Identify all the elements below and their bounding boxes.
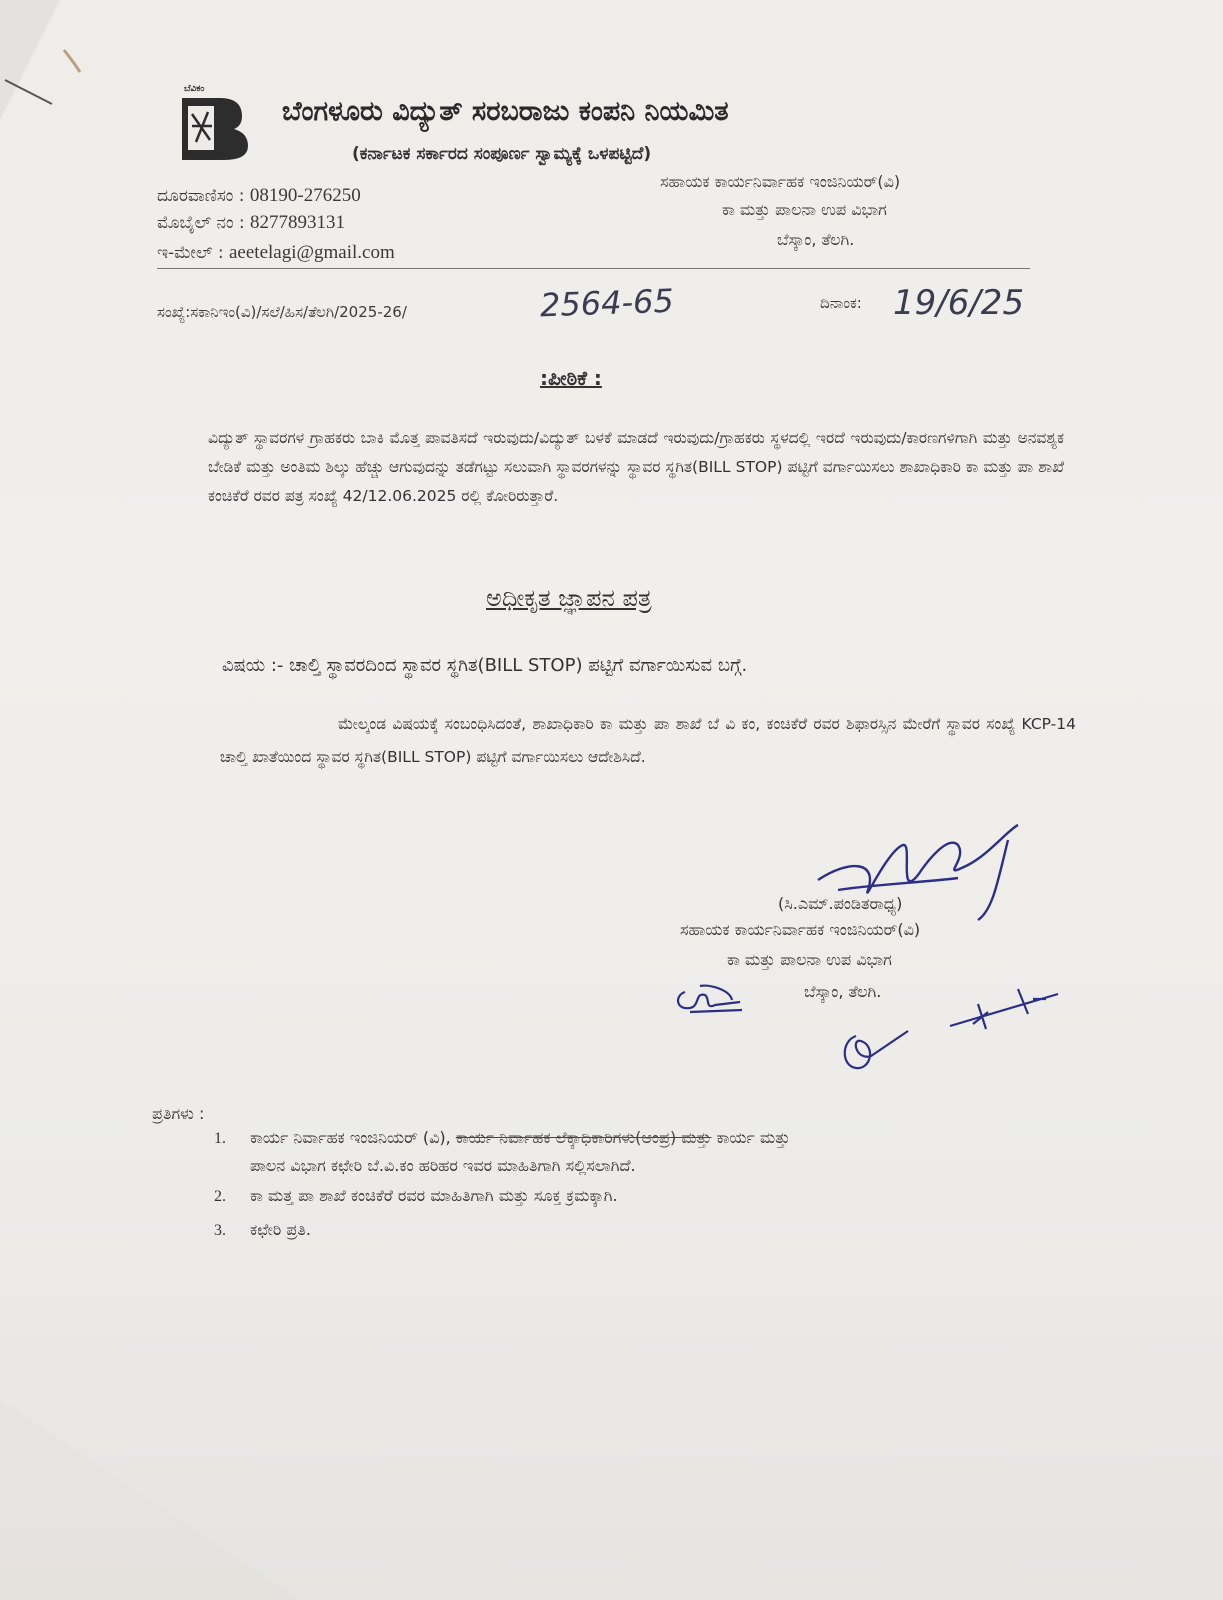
email-value: aeetelagi@gmail.com	[229, 242, 395, 263]
copy-item-text: ಕಾರ್ಯ ಮತ್ತು	[711, 1128, 791, 1147]
email-label: ಇ-ಮೇಲ್ :	[157, 243, 229, 263]
preamble-heading: :ಪೀಠಿಕೆ :	[540, 366, 602, 390]
company-name: ಬೆಂಗಳೂರು ವಿದ್ಯುತ್ ಸರಬರಾಜು ಕಂಪನಿ ನಿಯಮಿತ	[282, 96, 729, 127]
order-heading: ಅಧೀಕೃತ ಜ್ಞಾಪನ ಪತ್ರ	[486, 584, 652, 612]
signatory-place: ಬೆಸ್ಕಾಂ, ತೆಲಗಿ.	[804, 982, 882, 1001]
phone-line	[157, 185, 361, 207]
office-place: ಬೆಸ್ಕಾಂ, ತೆಲಗಿ.	[777, 230, 855, 249]
initial-mark-left	[670, 980, 750, 1020]
office-designation: ಸಹಾಯಕ ಕಾರ್ಯನಿರ್ವಾಹಕ ಇಂಜಿನಿಯರ್(ವಿ)	[660, 172, 901, 191]
company-subtitle: (ಕರ್ನಾಟಕ ಸರ್ಕಾರದ ಸಂಪೂರ್ಣ ಸ್ವಾಮ್ಯಕ್ಕೆ ಒಳಪಟ್ಟಿದೆ)	[352, 144, 652, 164]
initial-mark-right	[948, 984, 1068, 1034]
copy-item-1	[214, 1128, 790, 1148]
subject-line: ವಿಷಯ :- ಚಾಲ್ತಿ ಸ್ಥಾವರದಿಂದ ಸ್ಥಾವರ ಸ್ಥಗಿತ(BILL STOP) ಪಟ್ಟಿಗೆ ವರ್ಗಾಯಿಸುವ ಬಗ್ಗೆ.	[222, 655, 748, 676]
copies-heading: ಪ್ರತಿಗಳು :	[152, 1104, 205, 1123]
signatory-name: (ಸಿ.ಎಮ್.ಪಂಡಿತರಾಧ್ಯ)	[778, 894, 903, 913]
copy-item-text: ಕಾ ಮತ್ತ ಪಾ ಶಾಖೆ ಕಂಚಿಕೆರೆ ರವರ ಮಾಹಿತಿಗಾಗಿ ಮತ್ತು ಸೂಕ್ತ ಕ್ರಮಕ್ಕಾಗಿ.	[250, 1186, 618, 1205]
initial-mark-circle	[836, 1026, 916, 1076]
copy-item-text: ಕಛೇರಿ ಪ್ರತಿ.	[250, 1220, 311, 1239]
copy-item-number: 1.	[214, 1130, 226, 1147]
mobile-value: 8277893131	[250, 212, 346, 233]
logo-bottom-text: BESCOM	[182, 150, 223, 159]
signatory-designation: ಸಹಾಯಕ ಕಾರ್ಯನಿರ್ವಾಹಕ ಇಂಜಿನಿಯರ್(ವಿ)	[680, 920, 921, 939]
struck-text: ಕಾರ್ಯ ನಿರ್ವಾಹಕ ಲೆಕ್ಕಾಧಿಕಾರಿಗಳು(ಆಂಪ್ರ) ಮತ್ತು	[455, 1128, 712, 1147]
copy-item-2	[214, 1186, 618, 1206]
office-division: ಕಾ ಮತ್ತು ಪಾಲನಾ ಉಪ ವಿಭಾಗ	[722, 200, 887, 219]
signatory-office: ಕಾ ಮತ್ತು ಪಾಲನಾ ಉಪ ವಿಭಾಗ	[727, 950, 892, 969]
preamble-paragraph: ವಿದ್ಯುತ್ ಸ್ಥಾವರಗಳ ಗ್ರಾಹಕರು ಬಾಕಿ ಮೊತ್ತ ಪಾವತಿಸದೆ ಇರುವುದು/ವಿದ್ಯುತ್ ಬಳಕೆ ಮಾಡದೆ ಇರುವುದು/ಗ್ರಾಹಕರು ಸ್ಥಳದಲ್ಲಿ ಇರದೆ ಇರುವುದು/ಕಾರಣಗಳಿಗಾಗಿ ಮತ್ತು ಅನವಶ್ಯಕ ಬೇಡಿಕೆ ಮತ್ತು ಅಂತಿಮ ಶಿಲ್ಕು ಹೆಚ್ಚು ಆಗುವುದನ್ನು ತಡೆಗಟ್ಟು ಸಲುವಾಗಿ ಸ್ಥಾವರಗಳನ್ನು ಸ್ಥಾವರ ಸ್ಥಗಿತ(BILL STOP) ಪಟ್ಟಿಗೆ ವರ್ಗಾಯಿಸಲು ಶಾಖಾಧಿಕಾರಿ ಕಾ ಮತ್ತು ಪಾ ಶಾಖೆ ಕಂಚಿಕೆರೆ ರವರ ಪತ್ರ ಸಂಖ್ಯೆ 42/12.06.2025 ರಲ್ಲಿ ಕೋರಿರುತ್ತಾರೆ.	[208, 429, 1064, 505]
logo-top-text: ಬೆವಿಕಂ	[184, 84, 205, 94]
copy-item-text: ಕಾರ್ಯ ನಿರ್ವಾಹಕ ಇಂಜಿನಿಯರ್ (ವಿ),	[250, 1128, 456, 1147]
copy-item-1-cont: ಪಾಲನ ವಿಭಾಗ ಕಛೇರಿ ಬೆ.ವಿ.ಕಂ ಹರಿಹರ ಇವರ ಮಾಹಿತಿಗಾಗಿ ಸಲ್ಲಿಸಲಾಗಿದೆ.	[250, 1156, 636, 1175]
mobile-line	[157, 212, 345, 234]
copy-item-number: 2.	[214, 1188, 226, 1205]
handwritten-reference-number: 2564-65	[539, 281, 675, 325]
email-line	[157, 242, 395, 264]
handwritten-date: 19/6/25	[893, 283, 1025, 323]
phone-label: ದೂರವಾಣಿಸಂ :	[157, 186, 250, 206]
header-divider	[157, 268, 1030, 269]
bescom-logo	[178, 84, 250, 160]
reference-number-prefix: ಸಂಖ್ಯೆ:ಸಕಾನಿಇಂ(ವಿ)/ಸಲೆ/ಹಿಸ/ತೆಲಗಿ/2025-26/	[157, 303, 407, 321]
mobile-label: ಮೊಬೈಲ್ ನಂ :	[157, 213, 251, 233]
copy-item-3	[214, 1220, 311, 1240]
copy-item-number: 3.	[214, 1222, 226, 1239]
order-paragraph: ಮೇಲ್ಕಂಡ ವಿಷಯಕ್ಕೆ ಸಂಬಂಧಿಸಿದಂತೆ, ಶಾಖಾಧಿಕಾರಿ ಕಾ ಮತ್ತು ಪಾ ಶಾಖೆ ಬೆ ವಿ ಕಂ, ಕಂಚಿಕೆರೆ ರವರ ಶಿಫಾರಸ್ಸಿನ ಮೇರೆಗೆ ಸ್ಥಾವರ ಸಂಖ್ಯೆ KCP-14 ಚಾಲ್ತಿ ಖಾತೆಯಿಂದ ಸ್ಥಾವರ ಸ್ಥಗಿತ(BILL STOP) ಪಟ್ಟಿಗೆ ವರ್ಗಾಯಿಸಲು ಆದೇಶಿಸಿದೆ.	[220, 715, 1076, 766]
phone-value: 08190-276250	[249, 185, 361, 206]
date-label: ದಿನಾಂಕ:	[820, 294, 862, 312]
